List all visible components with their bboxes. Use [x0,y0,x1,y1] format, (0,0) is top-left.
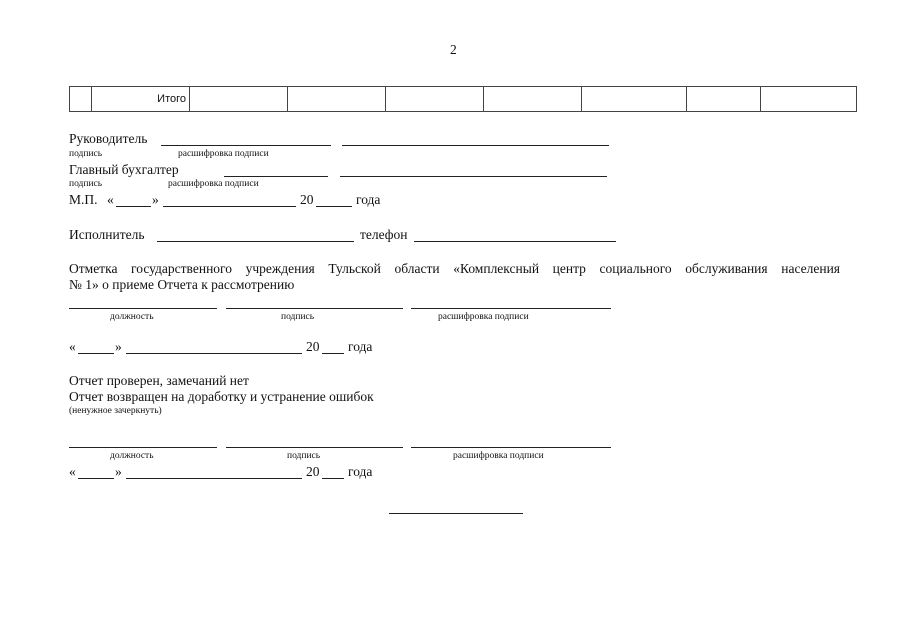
head-signature-caption: подпись [69,149,103,159]
verification-decode-line [411,447,611,448]
accountant-label: Главный бухгалтер [69,162,179,177]
stamp-quote-close: » [152,192,159,207]
totals-cell [761,87,857,112]
acceptance-quote-open: « [69,339,76,354]
acceptance-day-line [78,353,114,354]
verification-year-prefix: 20 [306,464,320,479]
totals-cell [288,87,386,112]
stamp-year-word: года [356,192,381,207]
executor-phone-label: телефон [360,227,408,242]
verification-month-line [126,478,302,479]
totals-label: Итого [92,87,190,112]
totals-cell [687,87,761,112]
acceptance-text-line2: № 1» о приеме Отчета к рассмотрению [69,277,295,292]
verification-signature-line [226,447,403,448]
head-decode-caption: расшифровка подписи [178,149,269,159]
head-decode-line [342,145,609,146]
closing-separator [389,513,523,514]
stamp-day-line [116,206,151,207]
stamp-mark: М.П. [69,192,98,207]
head-signature-line [161,145,331,146]
acceptance-decode-caption: расшифровка подписи [438,312,529,322]
head-label: Руководитель [69,131,148,146]
acceptance-decode-line [411,308,611,309]
verification-day-line [78,478,114,479]
executor-name-line [157,241,354,242]
totals-cell [484,87,582,112]
verification-year-word: года [348,464,373,479]
accountant-signature-caption: подпись [69,179,103,189]
accountant-decode-line [340,176,607,177]
verification-returned: Отчет возвращен на доработку и устранение ошибок [69,389,374,404]
totals-cell [70,87,92,112]
page-number: 2 [450,42,457,57]
acceptance-month-line [126,353,302,354]
stamp-quote-open: « [107,192,114,207]
acceptance-year-prefix: 20 [306,339,320,354]
verification-position-line [69,447,217,448]
acceptance-position-line [69,308,217,309]
totals-table [69,86,857,112]
stamp-month-line [163,206,296,207]
totals-cell [190,87,288,112]
verification-year-line [322,478,344,479]
acceptance-position-caption: должность [110,312,154,322]
acceptance-year-line [322,353,344,354]
acceptance-quote-close: » [115,339,122,354]
verification-note: (ненужное зачеркнуть) [69,406,162,416]
totals-row [70,87,857,112]
totals-cell [386,87,484,112]
verification-quote-open: « [69,464,76,479]
acceptance-signature-caption: подпись [281,312,315,322]
acceptance-signature-line [226,308,403,309]
verification-decode-caption: расшифровка подписи [453,451,544,461]
verification-quote-close: » [115,464,122,479]
verification-signature-caption: подпись [287,451,321,461]
executor-phone-line [414,241,616,242]
totals-cell [582,87,687,112]
acceptance-text-line1: Отметка государственного учреждения Тульской области «Комплексный центр социального обслуживания населения [69,261,840,276]
verification-checked: Отчет проверен, замечаний нет [69,373,249,388]
stamp-year-prefix: 20 [300,192,314,207]
accountant-decode-caption: расшифровка подписи [168,179,259,189]
executor-label: Исполнитель [69,227,145,242]
stamp-year-line [316,206,352,207]
verification-position-caption: должность [110,451,154,461]
accountant-signature-line [224,176,328,177]
acceptance-year-word: года [348,339,373,354]
